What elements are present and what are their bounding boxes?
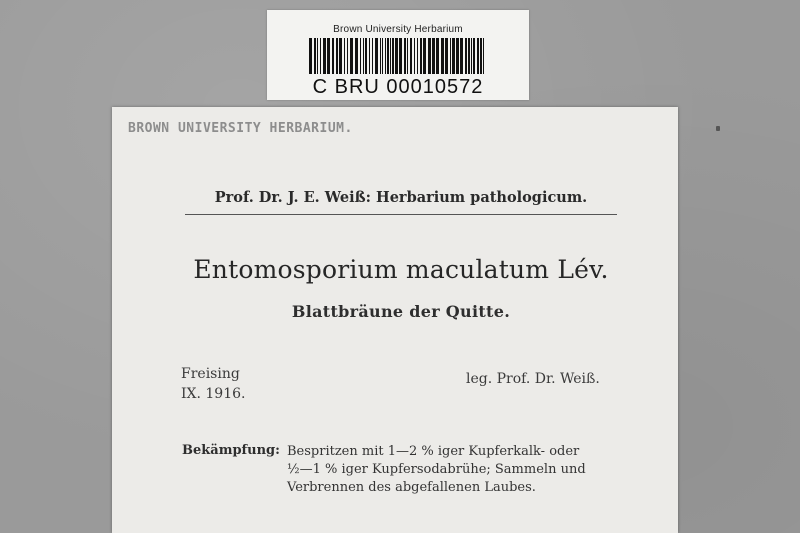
locality: Freising — [181, 366, 240, 382]
barcode-bar — [309, 38, 312, 74]
barcode-bar — [407, 38, 408, 74]
catalog-number: C BRU 00010572 — [312, 76, 484, 98]
barcode-bar — [460, 38, 463, 74]
barcode-bar — [468, 38, 470, 74]
barcode-bar — [404, 38, 406, 74]
barcode-bar — [360, 38, 361, 74]
collector: leg. Prof. Dr. Weiß. — [466, 371, 600, 387]
barcode-label — [267, 10, 529, 100]
barcode-bar — [365, 38, 367, 74]
barcode-bar — [320, 38, 321, 74]
barcode-bar — [483, 38, 484, 74]
barcode-bar — [314, 38, 316, 74]
barcode-bar — [428, 38, 431, 74]
barcode-bar — [399, 38, 402, 74]
barcode-bar — [420, 38, 422, 74]
barcode-bar — [323, 38, 326, 74]
barcode-bar — [471, 38, 472, 74]
control-line: Bespritzen mit 1—2 % iger Kupferkalk- oder — [287, 444, 580, 459]
collection-date: IX. 1916. — [181, 386, 246, 402]
control-line: Verbrennen des abgefallenen Laubes. — [287, 480, 536, 495]
barcode-bar — [417, 38, 418, 74]
barcode-bar — [445, 38, 448, 74]
barcode-bar — [436, 38, 439, 74]
barcode-bar — [372, 38, 373, 74]
barcode-bar — [456, 38, 459, 74]
barcode-bar — [363, 38, 364, 74]
barcode-bar — [317, 38, 318, 74]
header-divider — [185, 214, 617, 215]
barcode-bar — [347, 38, 348, 74]
barcode-bar — [382, 38, 383, 74]
barcode-bar — [332, 38, 334, 74]
barcode-bar — [369, 38, 370, 74]
control-line: ½—1 % iger Kupfersodabrühe; Sammeln und — [287, 462, 586, 477]
barcode-bar — [473, 38, 475, 74]
barcode-bar — [380, 38, 381, 74]
barcode-bar — [477, 38, 479, 74]
barcode-bar — [385, 38, 386, 74]
collector-header: Prof. Dr. J. E. Weiß: Herbarium pathologicum. — [214, 189, 588, 206]
barcode-bar — [387, 38, 389, 74]
barcode-bar — [395, 38, 398, 74]
barcode-bar — [414, 38, 415, 74]
barcode-bar — [355, 38, 358, 74]
barcode-icon — [309, 38, 487, 74]
barcode-bar — [390, 38, 391, 74]
barcode-bar — [465, 38, 467, 74]
barcode-bar — [452, 38, 455, 74]
species-name: Entomosporium maculatum Lév. — [193, 255, 609, 284]
barcode-title: Brown University Herbarium — [333, 24, 463, 35]
barcode-bar — [392, 38, 394, 74]
barcode-bar — [350, 38, 353, 74]
barcode-bar — [375, 38, 378, 74]
barcode-bar — [423, 38, 426, 74]
herbarium-stamp: BROWN UNIVERSITY HERBARIUM. — [128, 121, 353, 136]
specimen-label-sheet — [112, 107, 678, 533]
control-label: Bekämpfung: — [182, 443, 280, 458]
barcode-bar — [432, 38, 435, 74]
barcode-bar — [441, 38, 444, 74]
specimen-speck — [716, 126, 720, 131]
control-instructions — [287, 443, 617, 497]
barcode-bar — [480, 38, 482, 74]
barcode-bar — [339, 38, 342, 74]
barcode-bar — [450, 38, 451, 74]
common-name: Blattbräune der Quitte. — [291, 302, 511, 321]
barcode-bar — [410, 38, 412, 74]
barcode-bar — [344, 38, 345, 74]
barcode-bar — [336, 38, 338, 74]
barcode-bar — [327, 38, 330, 74]
